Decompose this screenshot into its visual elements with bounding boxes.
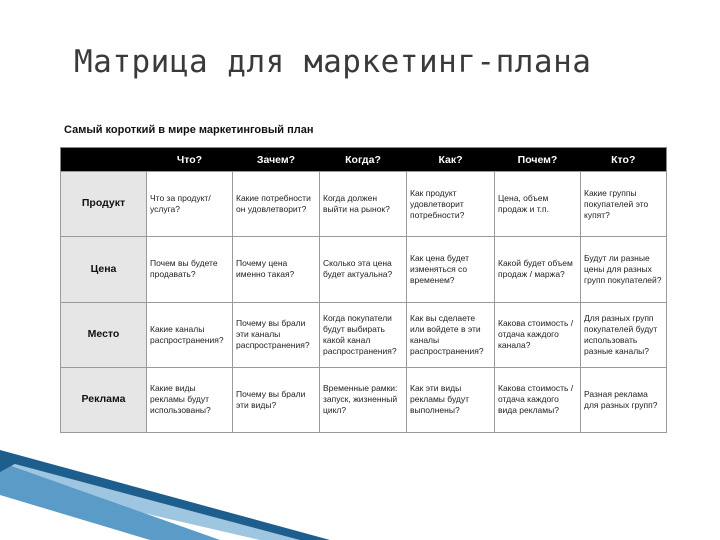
table-cell: Какие потребности он удовлетворит? (233, 172, 320, 237)
header-how: Как? (407, 148, 495, 172)
table-cell: Какие виды рекламы будут использованы? (147, 367, 233, 432)
table-cell: Как цена будет изменяться со временем? (407, 237, 495, 302)
table-cell: Как продукт удовлетворит потребности? (407, 172, 495, 237)
row-label-promotion: Реклама (61, 367, 147, 432)
table-cell: Разная реклама для разных групп? (581, 367, 667, 432)
table-row (61, 367, 667, 432)
table-row (61, 302, 667, 367)
table-cell: Как вы сделаете или войдете в эти каналы распространения? (407, 302, 495, 367)
table-cell: Какие группы покупателей это купят? (581, 172, 667, 237)
table-cell: Почем вы будете продавать? (147, 237, 233, 302)
table-cell: Будут ли разные цены для разных групп покупателей? (581, 237, 667, 302)
table-cell: Как эти виды рекламы будут выполнены? (407, 367, 495, 432)
table-cell: Какова стоимость / отдача каждого вида рекламы? (495, 367, 581, 432)
table-row (61, 237, 667, 302)
corner-decoration (0, 450, 720, 540)
table-caption: Самый короткий в мире маркетинговый план (64, 124, 314, 136)
table-row (61, 172, 667, 237)
table-cell: Сколько эта цена будет актуальна? (320, 237, 407, 302)
table-cell: Почему вы брали эти виды? (233, 367, 320, 432)
marketing-matrix-table (60, 147, 667, 433)
table-cell: Какой будет объем продаж / маржа? (495, 237, 581, 302)
table-cell: Почему вы брали эти каналы распространения? (233, 302, 320, 367)
header-corner (61, 148, 147, 172)
table-cell: Для разных групп покупателей будут использовать разные каналы? (581, 302, 667, 367)
table-cell: Какова стоимость / отдача каждого канала? (495, 302, 581, 367)
table-cell: Цена, объем продаж и т.п. (495, 172, 581, 237)
header-what: Что? (147, 148, 233, 172)
table-cell: Временные рамки: запуск, жизненный цикл? (320, 367, 407, 432)
table-cell: Какие каналы распространения? (147, 302, 233, 367)
header-row (61, 148, 667, 172)
table-cell: Что за продукт/услуга? (147, 172, 233, 237)
row-label-price: Цена (61, 237, 147, 302)
row-label-product: Продукт (61, 172, 147, 237)
row-label-place: Место (61, 302, 147, 367)
header-price: Почем? (495, 148, 581, 172)
table-cell: Когда должен выйти на рынок? (320, 172, 407, 237)
header-why: Зачем? (233, 148, 320, 172)
slide-title: Матрица для маркетинг-плана (74, 44, 592, 80)
header-when: Когда? (320, 148, 407, 172)
table-cell: Почему цена именно такая? (233, 237, 320, 302)
table-cell: Когда покупатели будут выбирать какой канал распространения? (320, 302, 407, 367)
header-who: Кто? (581, 148, 667, 172)
